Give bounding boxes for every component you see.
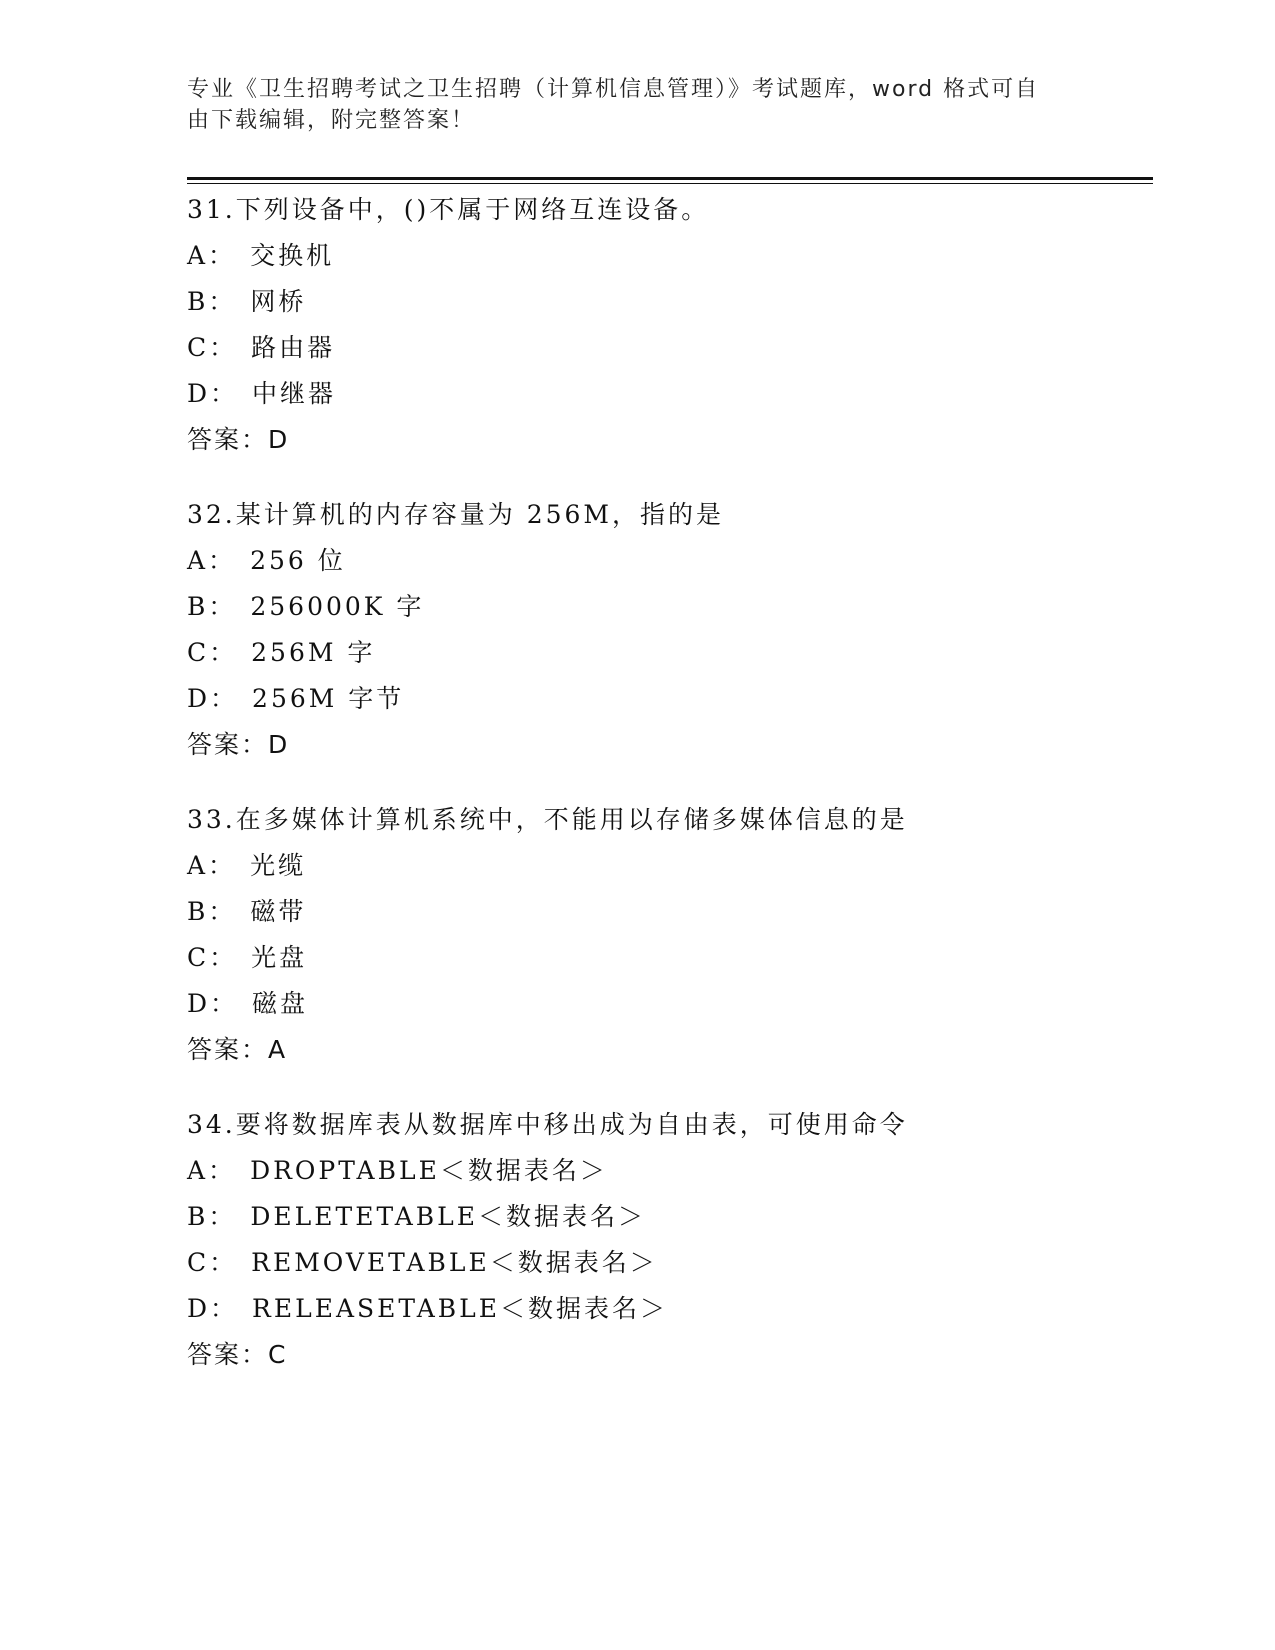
option-b [187,279,1147,325]
header-line-1: 专业《卫生招聘考试之卫生招聘（计算机信息管理）》考试题库，word 格式可自 [187,77,1040,102]
answer-line: 答案：C [187,1340,288,1369]
option-d [187,676,1147,722]
option-b [187,1194,1147,1240]
option-letter: A： [187,546,237,575]
option-text: 网桥 [250,287,307,316]
option-a [187,538,1147,584]
question-block [187,1102,1147,1378]
answer-line: 答案：A [187,1035,288,1064]
header-divider-thick [187,177,1153,180]
option-letter: B： [187,897,237,926]
option-letter: D： [187,379,239,408]
option-c [187,325,1147,371]
question-stem: 32.某计算机的内存容量为 256M，指的是 [187,500,725,529]
option-text: REMOVETABLE＜数据表名＞ [251,1248,658,1277]
option-text: 光盘 [251,943,308,972]
option-letter: C： [187,333,238,362]
option-text: 256M 字节 [252,684,405,713]
option-a [187,843,1147,889]
option-text: RELEASETABLE＜数据表名＞ [252,1294,668,1323]
option-letter: C： [187,943,238,972]
option-text: 路由器 [251,333,336,362]
option-letter: B： [187,287,237,316]
option-letter: C： [187,638,238,667]
option-c [187,1240,1147,1286]
option-a [187,233,1147,279]
option-b [187,889,1147,935]
option-text: 磁带 [250,897,307,926]
option-letter: B： [187,1202,237,1231]
question-stem: 34.要将数据库表从数据库中移出成为自由表，可使用命令 [187,1110,908,1139]
option-letter: A： [187,851,237,880]
option-letter: C： [187,1248,238,1277]
option-text: DELETETABLE＜数据表名＞ [250,1202,647,1231]
option-text: 256 位 [250,546,346,575]
option-text: 交换机 [250,241,335,270]
header-divider-thin [187,183,1153,184]
option-text: 中继器 [252,379,337,408]
answer-line: 答案：D [187,730,290,759]
option-text: 磁盘 [252,989,309,1018]
option-letter: A： [187,1156,237,1185]
option-letter: D： [187,989,239,1018]
option-a [187,1148,1147,1194]
option-text: DROPTABLE＜数据表名＞ [250,1156,608,1185]
header-line-2: 由下载编辑，附完整答案！ [187,108,476,133]
answer-line: 答案：D [187,425,290,454]
option-text: 256000K 字 [250,592,425,621]
option-letter: B： [187,592,237,621]
option-letter: D： [187,1294,239,1323]
option-letter: A： [187,241,237,270]
option-b [187,584,1147,630]
question-block [187,797,1147,1073]
option-text: 光缆 [250,851,307,880]
question-block [187,187,1147,463]
option-d [187,371,1147,417]
option-letter: D： [187,684,239,713]
question-stem: 33.在多媒体计算机系统中，不能用以存储多媒体信息的是 [187,805,908,834]
question-stem: 31.下列设备中，()不属于网络互连设备。 [187,195,710,224]
option-d [187,1286,1147,1332]
option-c [187,935,1147,981]
option-text: 256M 字 [251,638,376,667]
question-block [187,492,1147,768]
option-c [187,630,1147,676]
option-d [187,981,1147,1027]
document-header [187,74,1087,136]
